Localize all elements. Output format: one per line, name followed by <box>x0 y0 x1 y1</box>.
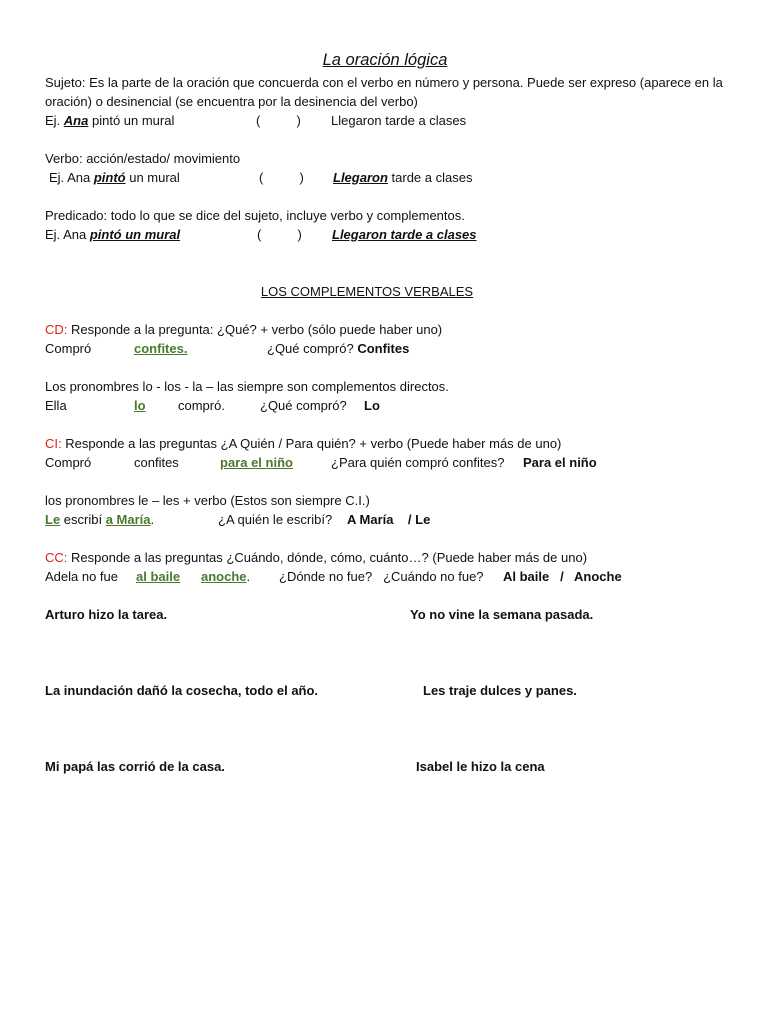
page-title: La oración lógica <box>322 51 448 69</box>
cc-ex-c2: anoche <box>201 569 247 584</box>
verbo-definition: Verbo: acción/estado/ movimiento <box>45 151 241 166</box>
cd-ex2-question: ¿Qué compró? <box>260 398 347 413</box>
cd-tag: CD: <box>45 322 68 337</box>
ci-definition: Responde a las preguntas ¿A Quién / Para quién? + verbo (Puede haber más de uno) <box>65 436 562 451</box>
sujeto-ex-rest: pintó un mural <box>91 113 175 128</box>
ci-pronoun-rule: los pronombres le – les + verbo (Estos son siempre C.I.) <box>45 493 370 508</box>
sujeto-ex2: Llegaron tarde a clases <box>331 113 467 128</box>
complementos-heading: LOS COMPLEMENTOS VERBALES <box>260 284 474 299</box>
ci-ex-object: confites <box>134 455 179 470</box>
predicado-ex-word: pintó un mural <box>89 227 181 242</box>
exercise-sentence: La inundación dañó la cosecha, todo el año. <box>45 683 319 698</box>
ci-ex2-answer: A María / Le <box>347 512 431 527</box>
exercise-row <box>45 757 725 776</box>
sujeto-ex-word: Ana <box>63 113 89 128</box>
cd-ex2-verb: compró. <box>178 398 225 413</box>
verbo-paren: ( ) <box>259 170 304 185</box>
cc-question: ¿Dónde no fue? ¿Cuándo no fue? <box>279 569 484 584</box>
ci-question: ¿Para quién compró confites? <box>331 455 505 470</box>
ci-definition-line <box>45 434 725 453</box>
predicado-paren: ( ) <box>257 227 302 242</box>
predicado-ex2-word: Llegaron tarde a clases <box>332 227 477 242</box>
verbo-ex2-rest: tarde a clases <box>391 170 473 185</box>
verbo-ex-word: pintó <box>93 170 126 185</box>
exercise-sentence: Arturo hizo la tarea. <box>45 607 168 622</box>
cc-ex-c1: al baile <box>136 569 181 584</box>
cd-ex2-subject: Ella <box>45 398 67 413</box>
ci-ex-complement: para el niño <box>220 455 293 470</box>
ci-ex2-complement: a María <box>105 512 151 527</box>
cd-answer: Confites <box>357 341 410 356</box>
predicado-ex-prefix: Ej. Ana <box>45 227 87 242</box>
sujeto-definition: Sujeto: Es la parte de la oración que concuerda con el verbo en número y persona. Puede ser expreso (aparece en la oración) o desinencial (se encuentra por la desinencia del verbo) <box>45 75 723 109</box>
verbo-ex-rest: un mural <box>129 170 180 185</box>
ci-answer: Para el niño <box>523 455 597 470</box>
predicado-example <box>45 225 725 244</box>
cc-definition-line <box>45 548 725 567</box>
cc-tag: CC: <box>45 550 68 565</box>
cd-pronoun-rule: Los pronombres lo - los - la – las siempre son complementos directos. <box>45 379 449 394</box>
cd-example-2 <box>45 396 725 415</box>
ci-tag: CI: <box>45 436 62 451</box>
verbo-ex2-word: Llegaron <box>333 170 388 185</box>
cd-example <box>45 339 725 358</box>
sujeto-paren: ( ) <box>256 113 301 128</box>
ci-example <box>45 453 725 472</box>
ci-example-2 <box>45 510 725 529</box>
cc-example <box>45 567 725 586</box>
exercise-sentence: Mi papá las corrió de la casa. <box>45 759 225 774</box>
cc-answer: Al baile / Anoche <box>503 569 622 584</box>
exercise-sentence: Yo no vine la semana pasada. <box>410 607 594 622</box>
exercise-sentence: Isabel le hizo la cena <box>416 759 545 774</box>
exercise-row <box>45 605 725 624</box>
sujeto-example <box>45 111 725 130</box>
cd-ex-complement: confites. <box>134 341 188 356</box>
document-page <box>45 50 725 776</box>
cc-ex-prefix: Adela no fue <box>45 569 119 584</box>
exercise-sentence: Les traje dulces y panes. <box>423 683 577 698</box>
ci-ex2-verb: escribí <box>63 512 103 527</box>
verbo-example <box>45 168 725 187</box>
cc-definition: Responde a las preguntas ¿Cuándo, dónde, cómo, cuánto…? (Puede haber más de uno) <box>71 550 588 565</box>
exercise-row <box>45 681 725 700</box>
predicado-definition: Predicado: todo lo que se dice del sujeto, incluye verbo y complementos. <box>45 208 465 223</box>
ci-ex2-question: ¿A quién le escribí? <box>218 512 333 527</box>
cc-ex-dot: . <box>246 569 251 584</box>
sujeto-ex-prefix: Ej. <box>45 113 61 128</box>
verbo-ex-prefix: Ej. Ana <box>49 170 91 185</box>
cd-definition: Responde a la pregunta: ¿Qué? + verbo (sólo puede haber uno) <box>71 322 443 337</box>
ci-ex2-dot: . <box>150 512 155 527</box>
cd-ex2-answer: Lo <box>364 398 380 413</box>
ci-ex2-pronoun: Le <box>45 512 61 527</box>
cd-ex2-pronoun: lo <box>134 398 146 413</box>
cd-definition-line <box>45 320 725 339</box>
ci-ex-verb: Compró <box>45 455 92 470</box>
cd-question: ¿Qué compró? <box>267 341 354 356</box>
cd-ex-verb: Compró <box>45 341 92 356</box>
